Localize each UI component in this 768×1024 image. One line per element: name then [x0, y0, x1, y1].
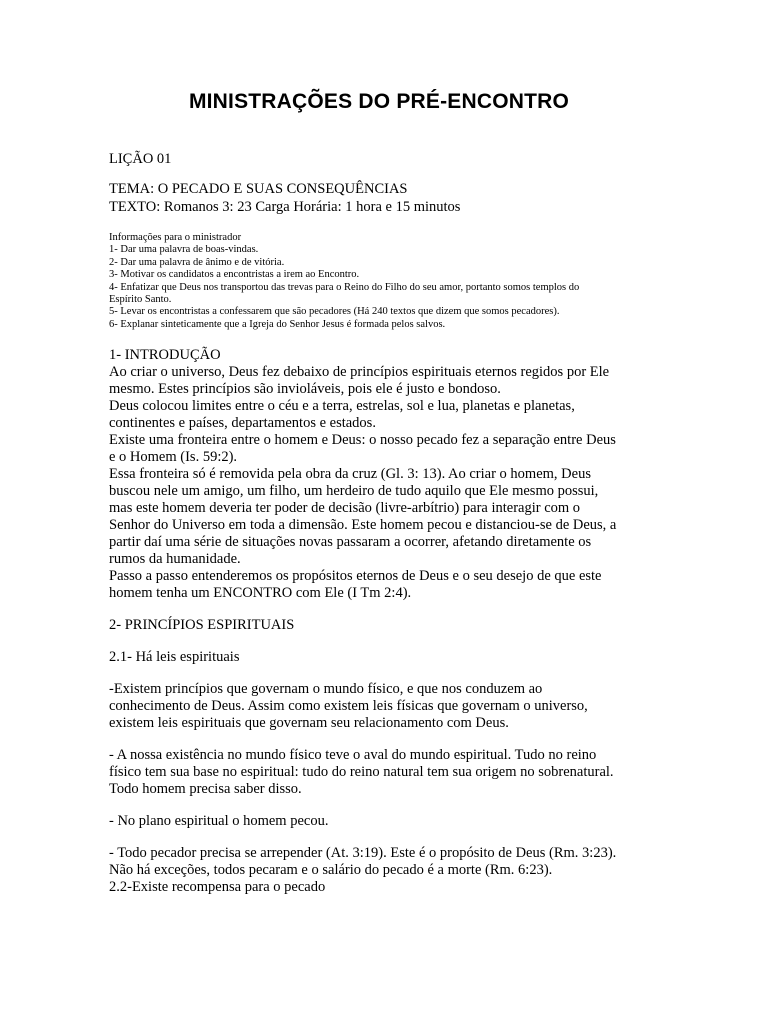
document-title: MINISTRAÇÕES DO PRÉ-ENCONTRO — [188, 90, 570, 113]
minister-info — [109, 232, 649, 331]
paragraph — [109, 845, 649, 879]
paragraph-line: Todo homem precisa saber disso. — [109, 781, 302, 798]
minister-info-line: Espírito Santo. — [109, 294, 172, 306]
intro-line: partir daí uma série de situações novas passaram a ocorrer, afetando diretamente os — [109, 534, 592, 551]
lesson-scripture-and-duration: TEXTO: Romanos 3: 23 Carga Horária: 1 hora e 15 minutos — [109, 199, 461, 215]
paragraph-line: conhecimento de Deus. Assim como existem leis físicas que governam o universo, — [109, 698, 588, 715]
intro-heading: 1- INTRODUÇÃO — [109, 347, 221, 364]
intro-line: Ao criar o universo, Deus fez debaixo de princípios espirituais eternos regidos por Ele — [109, 364, 610, 381]
paragraph — [109, 681, 649, 732]
minister-info-line: 2- Dar uma palavra de ânimo e de vitória. — [109, 256, 285, 268]
intro-line: Passo a passo entenderemos os propósitos eternos de Deus e o seu desejo de que este — [109, 568, 602, 585]
minister-info-line: 1- Dar uma palavra de boas-vindas. — [109, 244, 259, 256]
paragraph — [109, 747, 649, 798]
intro-line: continentes e países, departamentos e estados. — [109, 415, 376, 432]
principles-heading: 2- PRINCÍPIOS ESPIRITUAIS — [109, 617, 295, 634]
paragraph-line: Não há exceções, todos pecaram e o salário do pecado é a morte (Rm. 6:23). — [109, 862, 553, 879]
intro-line: e o Homem (Is. 59:2). — [109, 449, 238, 466]
intro-line: Deus colocou limites entre o céu e a terra, estrelas, sol e lua, planetas e planetas, — [109, 398, 575, 415]
paragraph-line: - No plano espiritual o homem pecou. — [109, 813, 329, 830]
intro-line: homem tenha um ENCONTRO com Ele (I Tm 2:4). — [109, 585, 412, 602]
paragraph-line: -Existem princípios que governam o mundo físico, e que nos conduzem ao — [109, 681, 543, 698]
subsection-heading: 2.1- Há leis espirituais — [109, 649, 240, 666]
minister-info-line: Informações para o ministrador — [109, 232, 242, 243]
minister-info-line: 3- Motivar os candidatos a encontristas a irem ao Encontro. — [109, 269, 360, 281]
intro-line: buscou nele um amigo, um filho, um herdeiro de tudo aquilo que Ele mesmo possui, — [109, 483, 599, 500]
minister-info-line: 4- Enfatizar que Deus nos transportou das trevas para o Reino do Filho do seu amor, portanto somos templos do — [109, 281, 580, 293]
intro-line: Essa fronteira só é removida pela obra da cruz (Gl. 3: 13). Ao criar o homem, Deus — [109, 466, 591, 483]
intro-body — [109, 364, 649, 602]
document-page — [109, 86, 649, 896]
paragraph-line: - A nossa existência no mundo físico teve o aval do mundo espiritual. Tudo no reino — [109, 747, 597, 764]
minister-info-line: 5- Levar os encontristas a confessarem que são pecadores (Há 240 textos que dizem que somos pecadores). — [109, 306, 560, 318]
lesson-theme: TEMA: O PECADO E SUAS CONSEQUÊNCIAS — [109, 181, 408, 197]
intro-line: Existe uma fronteira entre o homem e Deus: o nosso pecado fez a separação entre Deus — [109, 432, 616, 449]
intro-line: Senhor do Universo em toda a dimensão. Este homem pecou e distanciou-se de Deus, a — [109, 517, 617, 534]
intro-line: rumos da humanidade. — [109, 551, 241, 568]
intro-line: mesmo. Estes princípios são invioláveis, pois ele é justo e bondoso. — [109, 381, 501, 398]
minister-info-line: 6- Explanar sinteticamente que a Igreja do Senhor Jesus é formada pelos salvos. — [109, 318, 446, 330]
paragraph-line: físico tem sua base no espiritual: tudo do reino natural tem sua origem no sobrenatural. — [109, 764, 614, 781]
paragraph-line: - Todo pecador precisa se arrepender (At. 3:19). Este é o propósito de Deus (Rm. 3:23). — [109, 845, 617, 862]
subsection-heading: 2.2-Existe recompensa para o pecado — [109, 879, 326, 896]
paragraph — [109, 813, 649, 830]
lesson-number: LIÇÃO 01 — [109, 151, 172, 167]
intro-line: mas este homem deveria ter poder de decisão (livre-arbítrio) para interagir com o — [109, 500, 581, 517]
paragraph-line: existem leis espirituais que governam seu relacionamento com Deus. — [109, 715, 509, 732]
